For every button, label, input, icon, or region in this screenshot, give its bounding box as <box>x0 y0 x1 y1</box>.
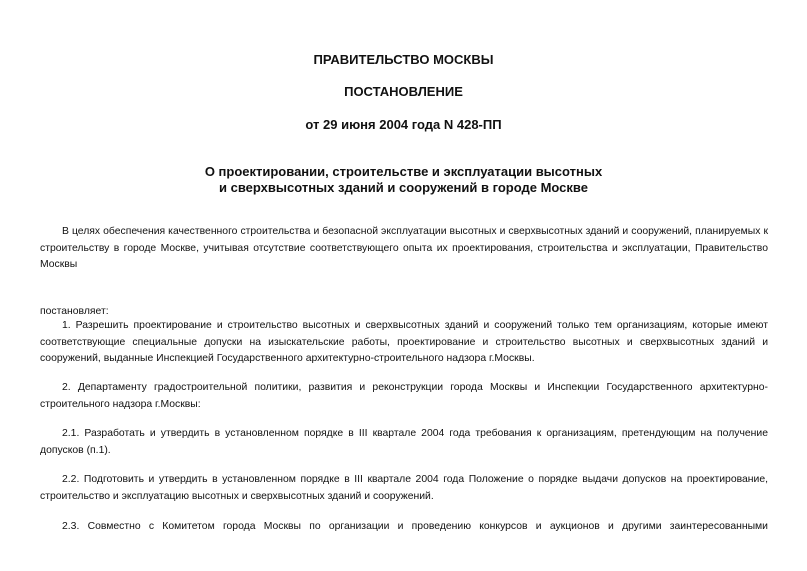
clause-2-3-paragraph: 2.3. Совместно с Комитетом города Москвы по организации и проведению конкурсов и аукционов и другими заинтересованными <box>62 521 768 532</box>
date-number-heading: от 29 июня 2004 года N 428-ПП <box>305 117 502 132</box>
clause-2-1-paragraph: 2.1. Разработать и утвердить в установленном порядке в III квартале 2004 года требования к организациям, претендующим на получение допусков (п.1). <box>40 428 768 456</box>
clause-2-2-paragraph: 2.2. Подготовить и утвердить в установленном порядке в III квартале 2004 года Положение о порядке выдачи допусков на проектирование, строительство и эксплуатацию высотных и сверхвысотных зданий и сооружений. <box>40 474 768 502</box>
issuer-heading: ПРАВИТЕЛЬСТВО МОСКВЫ <box>313 52 494 67</box>
clause-2-paragraph: 2. Департаменту градостроительной политики, развития и реконструкции города Москвы и Инспекции Государственного архитектурно-строительного надзора г.Москвы: <box>40 382 768 410</box>
document-title-line-1: О проектировании, строительстве и эксплуатации высотных <box>204 164 603 179</box>
resolves-label: постановляет: <box>40 306 109 317</box>
clause-1-paragraph: 1. Разрешить проектирование и строительство высотных и сверхвысотных зданий и сооружений только тем организациям, которые имеют соответствующие специальные допуски на изыскательские работы, проектирование и строительство высотных и сверхвысотных зданий и сооружений, выданные Инспекцией Государственного архитектурно-строительного надзора г.Москвы. <box>40 320 768 364</box>
preamble-paragraph: В целях обеспечения качественного строительства и безопасной эксплуатации высотных и сверхвысотных зданий и сооружений, планируемых к строительству в городе Москве, учитывая отсутствие соответствующего опыта их проектирования, строительства и эксплуатации, Правительство Москвы <box>40 226 768 270</box>
document-title-line-2: и сверхвысотных зданий и сооружений в городе Москве <box>219 180 588 195</box>
document-title <box>0 164 807 196</box>
document-type-heading: ПОСТАНОВЛЕНИЕ <box>344 84 463 99</box>
